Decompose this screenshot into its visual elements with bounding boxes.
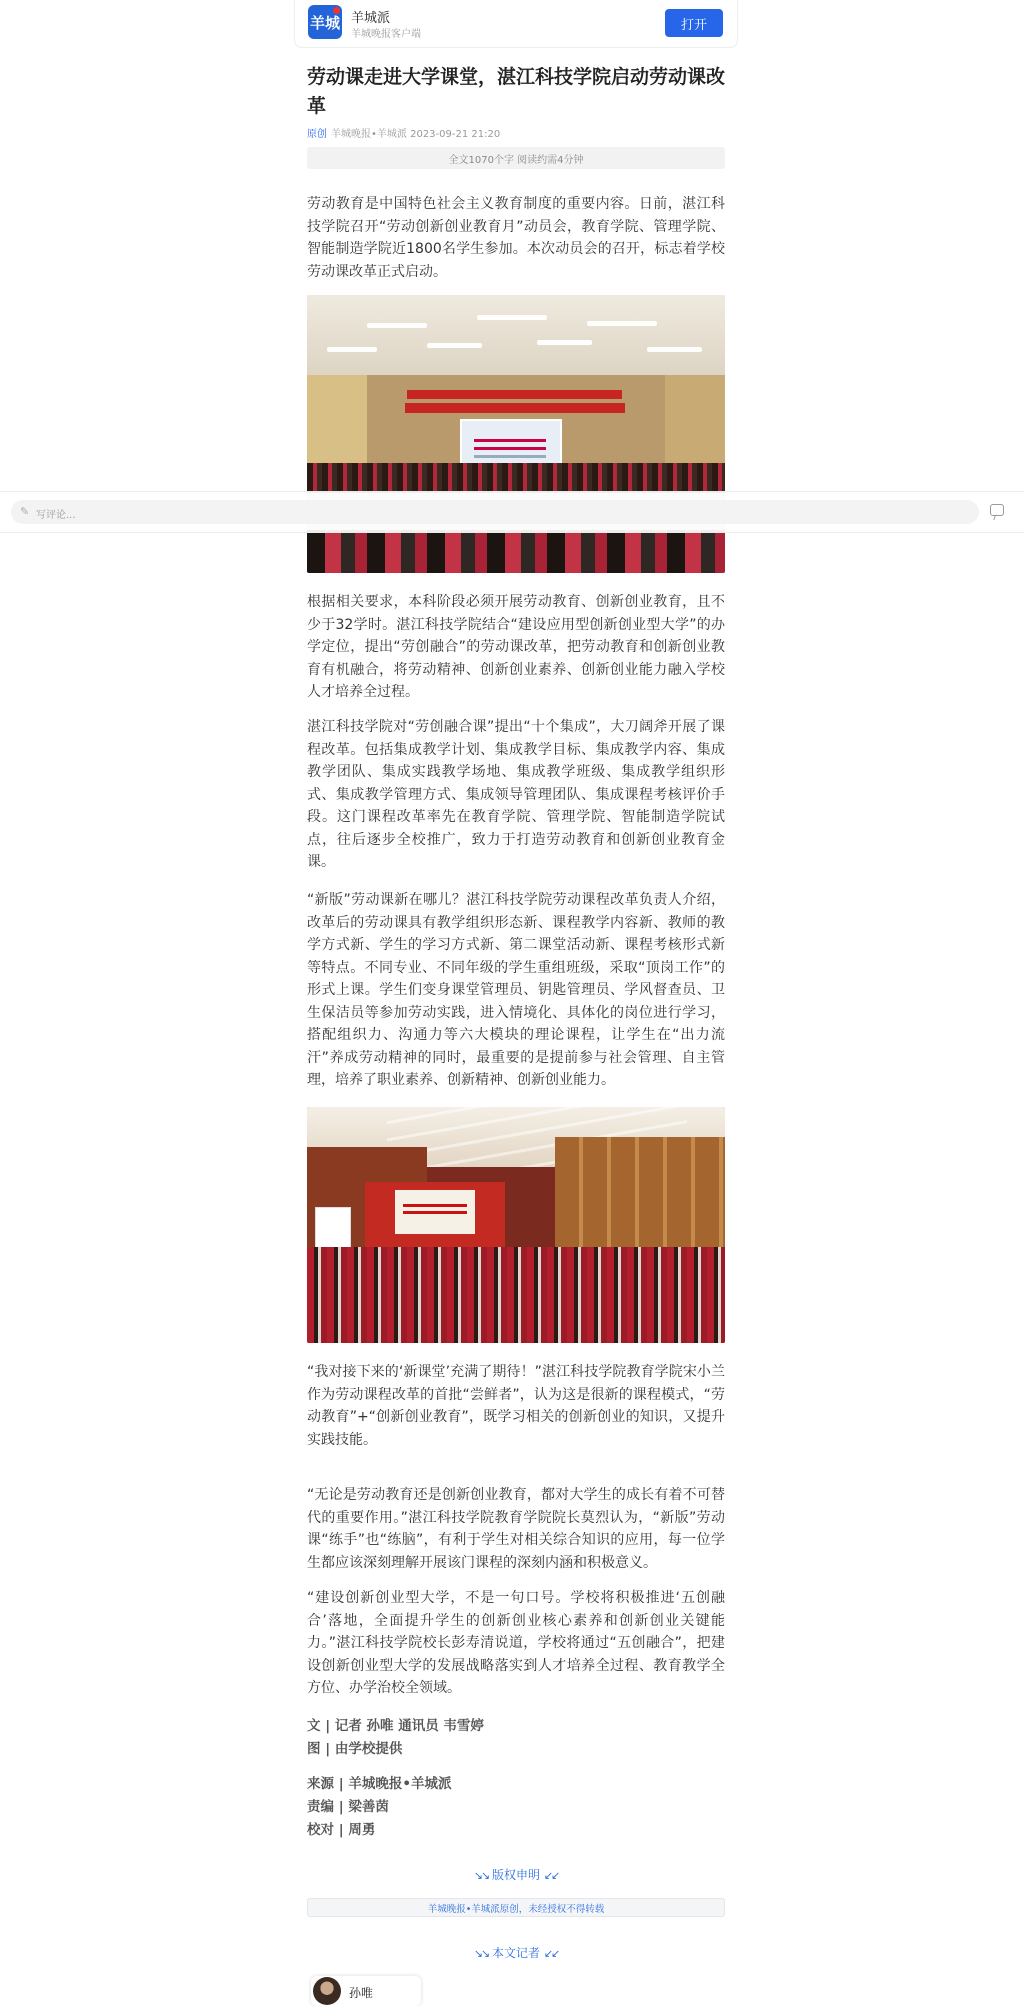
word-count-bar: 全文1070个字 阅读约需4分钟	[307, 147, 725, 169]
reporter-card[interactable]	[311, 1976, 421, 2006]
credit-writer: 文 | 记者 孙唯 通讯员 韦雪婷	[307, 1718, 484, 1734]
article-paragraph-2: 根据相关要求，本科阶段必须开展劳动教育、创新创业教育，且不少于32学时。湛江科技学院结合“建设应用型创新创业型大学”的办学定位，提出“劳创融合”的劳动课改革，把劳动教育和创新创业教育有机融合，将劳动精神、创新创业素养、创新创业能力融入学校人才培养全过程。	[307, 594, 725, 700]
reporter-section-title: ↘↘ 本文记者 ↙↙	[473, 1946, 559, 1960]
double-chevron-icon: ↘↘	[473, 1869, 489, 1882]
article-datetime: 2023-09-21 21:20	[410, 129, 501, 140]
pencil-icon: ✎	[20, 505, 30, 518]
app-download-banner	[294, 0, 738, 48]
comment-bar	[0, 491, 1024, 533]
source-line: 来源 | 羊城晚报•羊城派	[307, 1776, 452, 1792]
credit-photo: 图 | 由学校提供	[307, 1741, 403, 1757]
double-chevron-icon: ↘↘	[473, 1947, 489, 1960]
proofreader-line: 校对 | 周勇	[307, 1822, 376, 1838]
article-source[interactable]: 羊城晚报•羊城派	[331, 129, 407, 140]
original-tag: 原创	[307, 129, 327, 140]
comment-input[interactable]	[11, 500, 979, 524]
copyright-notice: 羊城晚报•羊城派原创，未经授权不得转载	[307, 1898, 725, 1917]
open-app-button[interactable]: 打开	[665, 9, 723, 37]
double-chevron-icon: ↙↙	[543, 1947, 559, 1960]
editor-line: 责编 | 梁善茵	[307, 1799, 389, 1815]
article-meta	[307, 125, 725, 140]
reporter-avatar	[313, 1977, 341, 2005]
app-logo: 羊城	[308, 5, 342, 39]
source-info	[307, 1773, 725, 1842]
copyright-section-title: ↘↘ 版权申明 ↙↙	[473, 1868, 559, 1882]
article-paragraph-5: “我对接下来的‘新课堂’充满了期待！”湛江科技学院教育学院宋小兰作为劳动课程改革的首批“尝鲜者”，认为这是很新的课程模式，“劳动教育”+“创新创业教育”，既学习相关的创新创业的知识，又提升实践技能。	[307, 1364, 725, 1448]
comments-icon[interactable]	[990, 504, 1004, 516]
auditorium-photo[interactable]	[307, 1107, 725, 1343]
app-subtitle: 羊城晚报客户端	[351, 29, 421, 40]
article-paragraph-1: 劳动教育是中国特色社会主义教育制度的重要内容。日前，湛江科技学院召开“劳动创新创业教育月”动员会，教育学院、管理学院、智能制造学院近1800名学生参加。本次动员会的召开，标志着学校劳动课改革正式启动。	[307, 196, 725, 280]
article-paragraph-4: “新版”劳动课新在哪儿？湛江科技学院劳动课程改革负责人介绍，改革后的劳动课具有教学组织形态新、课程教学内容新、教师的教学方式新、学生的学习方式新、第二课堂活动新、课程考核形式新等特点。不同专业、不同年级的学生重组班级，采取“顶岗工作”的形式上课。学生们变身课堂管理员、钥匙管理员、学风督查员、卫生保洁员等参加劳动实践，进入情境化、具体化的岗位进行学习，搭配组织力、沟通力等六大模块的理论课程，让学生在“出力流汗”养成劳动精神的同时，最重要的是提前参与社会管理、自主管理，培养了职业素养、创新精神、创新创业能力。	[307, 892, 725, 1088]
app-name: 羊城派	[351, 11, 391, 26]
comment-placeholder: 写评论...	[36, 510, 76, 521]
author-credits	[307, 1715, 725, 1761]
double-chevron-icon: ↙↙	[543, 1869, 559, 1882]
article-paragraph-7: “建设创新创业型大学，不是一句口号。学校将积极推进‘五创融合’落地，全面提升学生的创新创业核心素养和创新创业关键能力。”湛江科技学院校长彭寿清说道，学校将通过“五创融合”，把建设创新创业型大学的发展战略落实到人才培养全过程、教育教学全方位、办学治校全领域。	[307, 1590, 725, 1696]
reporter-name: 孙唯	[349, 1986, 374, 2000]
article-title: 劳动课走进大学课堂，湛江科技学院启动劳动课改革	[307, 66, 726, 117]
article-paragraph-6: “无论是劳动教育还是创新创业教育，都对大学生的成长有着不可替代的重要作用。”湛江科技学院教育学院院长莫烈认为，“新版”劳动课“练手”也“练脑”，有利于学生对相关综合知识的应用，每一位学生都应该深刻理解开展该门课程的深刻内涵和积极意义。	[307, 1487, 725, 1571]
article-paragraph-3: 湛江科技学院对“劳创融合课”提出“十个集成”，大刀阔斧开展了课程改革。包括集成教学计划、集成教学目标、集成教学内容、集成教学团队、集成实践教学场地、集成教学班级、集成教学组织形式、集成教学管理方式、集成领导管理团队、集成课程考核评价手段。这门课程改革率先在教育学院、管理学院、智能制造学院试点，往后逐步全校推广，致力于打造劳动教育和创新创业教育金课。	[307, 719, 725, 870]
